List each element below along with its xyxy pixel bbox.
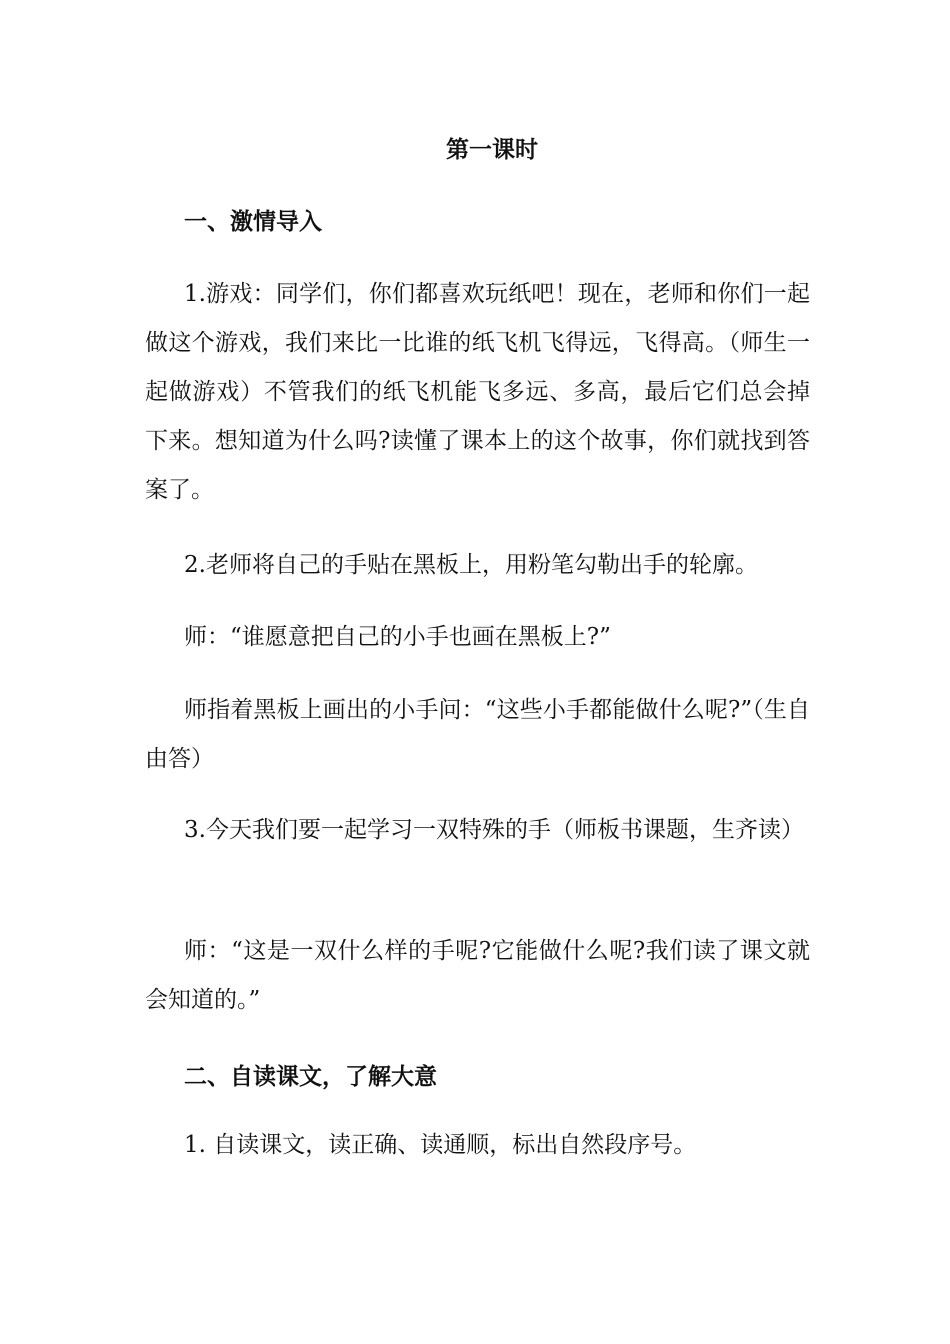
paragraph-teacher-question-2: 师指着黑板上画出的小手问：“这些小手都能做什么呢?”（生自由答）	[145, 697, 810, 772]
page-title: 第一课时	[446, 136, 538, 163]
section-heading-2: 二、自读课文，了解大意	[184, 1063, 437, 1090]
paragraph-teacher-question-3: 师：“这是一双什么样的手呢?它能做什么呢?我们读了课文就会知道的。”	[145, 938, 810, 1013]
paragraph-self-read: 1. 自读课文，读正确、读通顺，标出自然段序号。	[184, 1132, 697, 1158]
paragraph-teacher-hand: 2.老师将自己的手贴在黑板上，用粉笔勾勒出手的轮廓。	[184, 552, 758, 578]
paragraph-game: 1.游戏：同学们，你们都喜欢玩纸吧！现在，老师和你们一起做这个游戏，我们来比一比谁的纸飞机飞得远，飞得高。（师生一起做游戏）不管我们的纸飞机能飞多远、多高，最后它们总会掉下来。想知道为什么吗?读懂了课本上的这个故事，你们就找到答案了。	[145, 281, 810, 503]
section-heading-1: 一、激情导入	[184, 208, 322, 235]
paragraph-lesson-title: 3.今天我们要一起学习一双特殊的手（师板书课题，生齐读）	[184, 817, 804, 843]
paragraph-teacher-question-1: 师：“谁愿意把自己的小手也画在黑板上?”	[184, 624, 611, 650]
